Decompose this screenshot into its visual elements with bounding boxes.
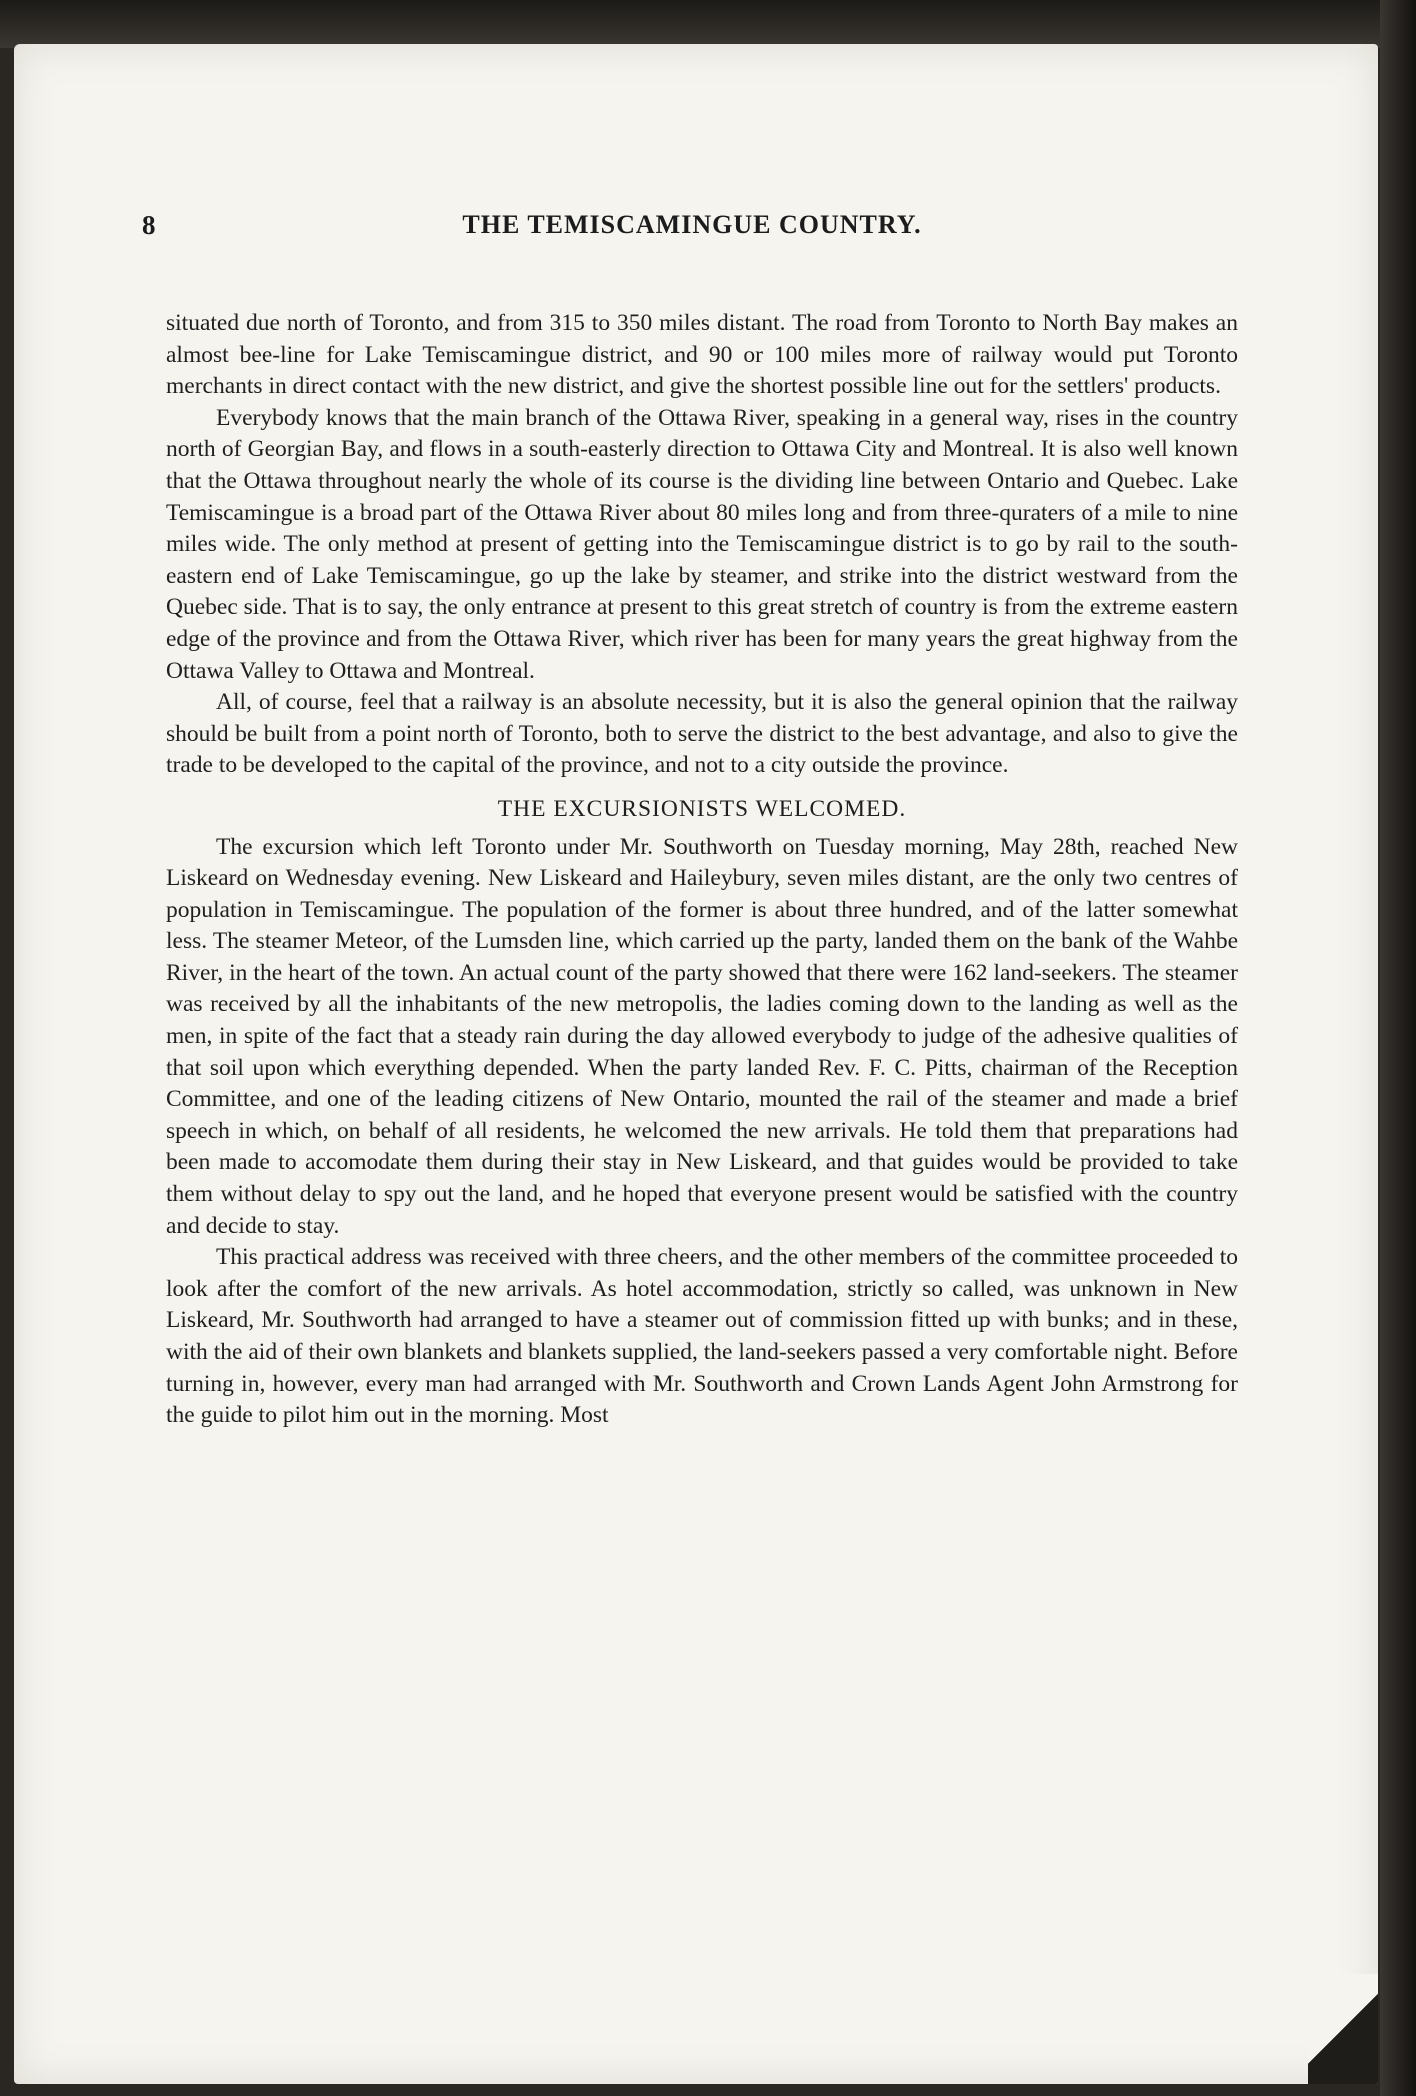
body-text xyxy=(166,308,1238,1432)
paragraph-address-received: This practical address was received with three cheers, and the other members of the committee proceeded to look after the comfort of the new arrivals. As hotel accommodation, strictly so called, was unknown in New Liskeard, Mr. Southworth had arranged to have a steamer out of commission fitted up with bunks; and in these, with the aid of their own blankets and blankets supplied, the land-seekers passed a very comfortable night. Before turning in, however, every man had arranged with Mr. Southworth and Crown Lands Agent John Armstrong for the guide to pilot him out in the morning. Most xyxy=(166,1244,1238,1429)
paragraph-continued: situated due north of Toronto, and from 315 to 350 miles distant. The road from Toronto to North Bay makes an almost bee-line for Lake Temiscamingue district, and 90 or 100 miles more of railway would put Toronto merchants in direct contact with the new district, and give the shortest possible line out for the settlers' products. xyxy=(166,310,1238,400)
running-title: THE TEMISCAMINGUE COUNTRY. xyxy=(462,210,922,239)
section-heading: THE EXCURSIONISTS WELCOMED. xyxy=(497,795,907,822)
page-number: 8 xyxy=(142,210,156,240)
paragraph-excursion-arrival: The excursion which left Toronto under Mr. Southworth on Tuesday morning, May 28th, reached New Liskeard on Wednesday evening. New Liskeard and Haileybury, seven miles distant, are the only two centres of population in Temiscamingue. The population of the former is about three hundred, and of the latter somewhat less. The steamer Meteor, of the Lumsden line, which carried up the party, landed them on the bank of the Wahbe River, in the heart of the town. An actual count of the party showed that there were 162 land-seekers. The steamer was received by all the inhabitants of the new metropolis, the ladies coming down to the landing as well as the men, in spite of the fact that a steady rain during the day allowed everybody to judge of the adhesive qualities of that soil upon which everything depended. When the party landed Rev. F. C. Pitts, chairman of the Reception Committee, and one of the leading citizens of New Ontario, mounted the rail of the steamer and made a brief speech in which, on behalf of all residents, he welcomed the new arrivals. He told them that preparations had been made to accomodate them during their stay in New Liskeard, and that guides would be provided to take them without delay to spy out the land, and he hoped that everyone present would be satisfied with the country and decide to stay. xyxy=(166,833,1238,1239)
paragraph-ottawa-river: Everybody knows that the main branch of the Ottawa River, speaking in a general way, rises in the country north of Georgian Bay, and flows in a south-easterly direction to Ottawa City and Montreal. It is also well known that the Ottawa throughout nearly the whole of its course is the dividing line between Ontario and Quebec. Lake Temiscamingue is a broad part of the Ottawa River about 80 miles long and from three-quraters of a mile to nine miles wide. The only method at present of getting into the Temiscamingue district is to go by rail to the south-eastern end of Lake Temiscamingue, go up the lake by steamer, and strike into the district westward from the Quebec side. That is to say, the only entrance at present to this great stretch of country is from the extreme eastern edge of the province and from the Ottawa River, which river has been for many years the great highway from the Ottawa Valley to Ottawa and Montreal. xyxy=(166,404,1238,684)
running-head xyxy=(142,210,1242,260)
scan-top-border xyxy=(0,0,1416,48)
page-corner-fold xyxy=(1308,1974,1378,2084)
paragraph-railway-necessity: All, of course, feel that a railway is an absolute necessity, but it is also the general opinion that the railway should be built from a point north of Toronto, both to serve the district to the best advantage, and also to give the trade to be developed to the capital of the province, and not to a city outside the province. xyxy=(166,689,1238,779)
scan-right-border xyxy=(1380,0,1416,2096)
